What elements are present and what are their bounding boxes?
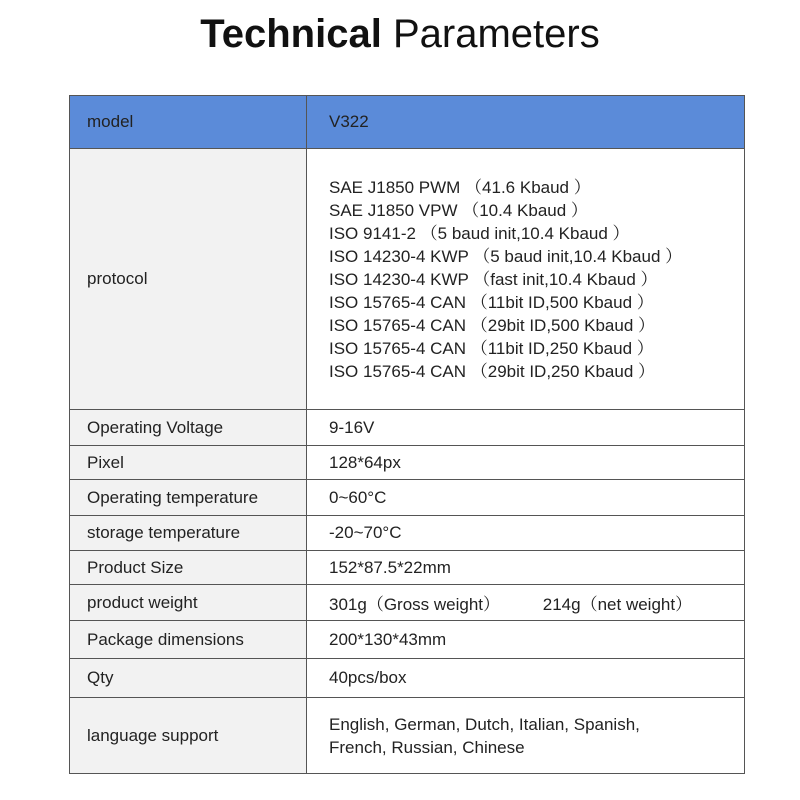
product-weight-label: product weight [70,585,307,621]
page-title [0,6,800,62]
table-row-voltage [70,410,745,446]
protocol-item: ISO 15765-4 CAN （11bit ID,500 Kbaud ） [329,292,654,312]
table-row-product-weight [70,585,745,621]
protocol-item: SAE J1850 VPW （10.4 Kbaud ） [329,200,588,220]
protocol-item: ISO 15765-4 CAN （29bit ID,500 Kbaud ） [329,315,656,335]
protocol-item: ISO 9141-2 （5 baud init,10.4 Kbaud ） [329,223,630,243]
voltage-value: 9-16V [307,410,745,446]
table-row-protocol [70,149,745,410]
table-row-language-support [70,698,745,774]
language-support-label: language support [70,698,307,774]
gross-weight: 301g（Gross weight） [329,595,501,614]
model-value: V322 [307,96,745,149]
protocol-item: ISO 14230-4 KWP （5 baud init,10.4 Kbaud ） [329,246,683,266]
operating-temperature-label: Operating temperature [70,480,307,516]
table-row-package-dimensions [70,621,745,659]
qty-value: 40pcs/box [307,659,745,698]
protocol-value [307,149,745,410]
language-list: English, German, Dutch, Italian, Spanish, French, Russian, Chinese [329,714,640,757]
package-dimensions-value: 200*130*43mm [307,621,745,659]
language-support-value [307,698,745,774]
pixel-label: Pixel [70,446,307,480]
package-dimensions-label: Package dimensions [70,621,307,659]
protocol-label: protocol [70,149,307,410]
protocol-item: ISO 15765-4 CAN （29bit ID,250 Kbaud ） [329,361,656,381]
net-weight: 214g（net weight） [542,595,693,614]
table-row-storage-temperature [70,516,745,551]
table-row-operating-temperature [70,480,745,516]
protocol-item: ISO 14230-4 KWP （fast init,10.4 Kbaud ） [329,269,658,289]
protocol-item: ISO 15765-4 CAN （11bit ID,250 Kbaud ） [329,338,654,358]
operating-temperature-value: 0~60°C [307,480,745,516]
table-row-qty [70,659,745,698]
title-light: Parameters [392,12,600,56]
protocol-item: SAE J1850 PWM （41.6 Kbaud ） [329,177,591,197]
protocol-list [329,176,744,383]
parameters-table [69,95,745,774]
table-row-pixel [70,446,745,480]
product-size-value: 152*87.5*22mm [307,551,745,585]
pixel-value: 128*64px [307,446,745,480]
table-header-row [70,96,745,149]
storage-temperature-label: storage temperature [70,516,307,551]
model-label: model [70,96,307,149]
product-weight-value [307,585,745,621]
table-row-product-size [70,551,745,585]
qty-label: Qty [70,659,307,698]
title-bold: Technical [200,12,382,56]
storage-temperature-value: -20~70°C [307,516,745,551]
voltage-label: Operating Voltage [70,410,307,446]
product-size-label: Product Size [70,551,307,585]
